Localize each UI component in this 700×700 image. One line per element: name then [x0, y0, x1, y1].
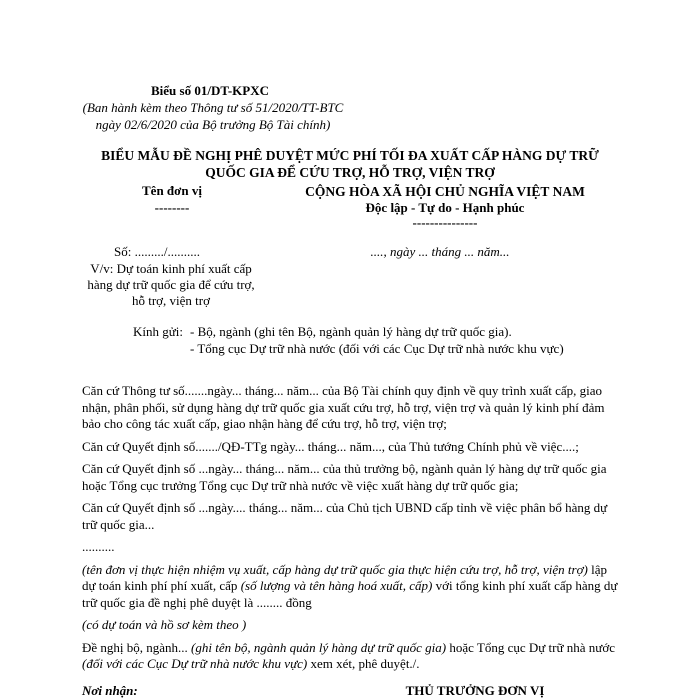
receivers-label: Nơi nhận:: [82, 683, 138, 698]
estimate-goods-note: (số lượng và tên hàng hoá xuất, cấp): [240, 578, 433, 593]
document-date: ...., ngày ... tháng ... năm...: [370, 244, 510, 259]
paragraph-legal-basis-3: Căn cứ Quyết định số ...ngày... tháng... năm... của thủ trưởng bộ, ngành quản lý hàng dự trữ quốc gia hoặc Tổng cục trưởng Tổng cục Dự trữ nhà nước về việc xuất hàng dự trữ quốc gia;: [82, 461, 607, 493]
paragraph-attachments: (có dự toán và hồ sơ kèm theo ): [82, 617, 247, 632]
unit-name-label: Tên đơn vị: [142, 183, 202, 198]
unit-name-dashes: --------: [154, 200, 190, 215]
recipients-label: Kính gửi:: [133, 324, 184, 339]
paragraph-legal-basis-2: Căn cứ Quyết định số......./QĐ-TTg ngày... tháng... năm..., của Thủ tướng Chính phủ về việc....;: [82, 438, 579, 454]
document-number: Số: ........./..........: [114, 244, 200, 259]
paragraph-estimate: [82, 562, 622, 612]
form-issued-note: (Ban hành kèm theo Thông tư số 51/2020/TT-BTC ngày 02/6/2020 của Bộ trưởng Bộ Tài chính): [82, 100, 344, 132]
recipient-2: - Tổng cục Dự trữ nhà nước (đối với các Cục Dự trữ nhà nước khu vực): [190, 341, 564, 356]
signer-title: THỦ TRƯỞNG ĐƠN VỊ: [405, 683, 545, 698]
estimate-text-2: với tổng kinh phí xuất cấp hàng dự trữ quốc gia đề nghị phê duyệt là ........ đồng: [82, 578, 618, 610]
document-title: [40, 147, 660, 181]
paragraph-request: [82, 640, 622, 673]
recipient-1: - Bộ, ngành (ghi tên Bộ, ngành quản lý hàng dự trữ quốc gia).: [190, 324, 512, 339]
request-ministry-note: (ghi tên bộ, ngành quản lý hàng dự trữ quốc gia): [191, 639, 447, 655]
request-text-3: xem xét, phê duyệt./.: [307, 656, 420, 671]
title-line-1: BIỂU MẪU ĐỀ NGHỊ PHÊ DUYỆT MỨC PHÍ TỐI ĐA XUẤT CẤP HÀNG DỰ TRỮ: [101, 148, 599, 163]
request-text-1: Đề nghị bộ, ngành...: [82, 639, 192, 655]
paragraph-legal-basis-4: Căn cứ Quyết định số ...ngày.... tháng... năm... của Chủ tịch UBND cấp tỉnh về việc phân bổ hàng dự trữ quốc gia...: [82, 500, 608, 532]
paragraph-legal-basis-1: Căn cứ Thông tư số.......ngày... tháng... năm... của Bộ Tài chính quy định về quy trình xuất cấp, giao nhận, phân phối, sử dụng hàng dự trữ quốc gia xuất cứu trợ, hỗ trợ, viện trợ và quản lý kinh phí đảm bảo cho công tác xuất cấp, giao nhận hàng để cứu trợ, hỗ trợ, viện trợ;: [82, 383, 605, 431]
estimate-unit-note: (tên đơn vị thực hiện nhiệm vụ xuất, cấp hàng dự trữ quốc gia thực hiện cứu trợ, hỗ trợ, viện trợ): [82, 561, 588, 577]
document-subject: V/v: Dự toán kinh phí xuất cấp hàng dự trữ quốc gia để cứu trợ, hỗ trợ, viện trợ: [87, 261, 255, 308]
motto-dashes: ---------------: [412, 215, 478, 230]
title-line-2: QUỐC GIA ĐỂ CỨU TRỢ, HỖ TRỢ, VIỆN TRỢ: [205, 165, 495, 180]
estimate-text-1: lập dự toán kinh phí phí xuất, cấp: [82, 561, 607, 593]
document-body: [82, 383, 622, 673]
national-motto: Độc lập - Tự do - Hạnh phúc: [365, 200, 525, 215]
form-code: Biểu số 01/DT-KPXC: [151, 83, 269, 98]
paragraph-dots: ..........: [82, 539, 115, 554]
request-regional-note: (đối với các Cục Dự trữ nhà nước khu vực): [82, 656, 308, 671]
request-text-2: hoặc Tổng cục Dự trữ nhà nước: [446, 639, 615, 655]
country-name: CỘNG HÒA XÃ HỘI CHỦ NGHĨA VIỆT NAM: [305, 184, 585, 199]
